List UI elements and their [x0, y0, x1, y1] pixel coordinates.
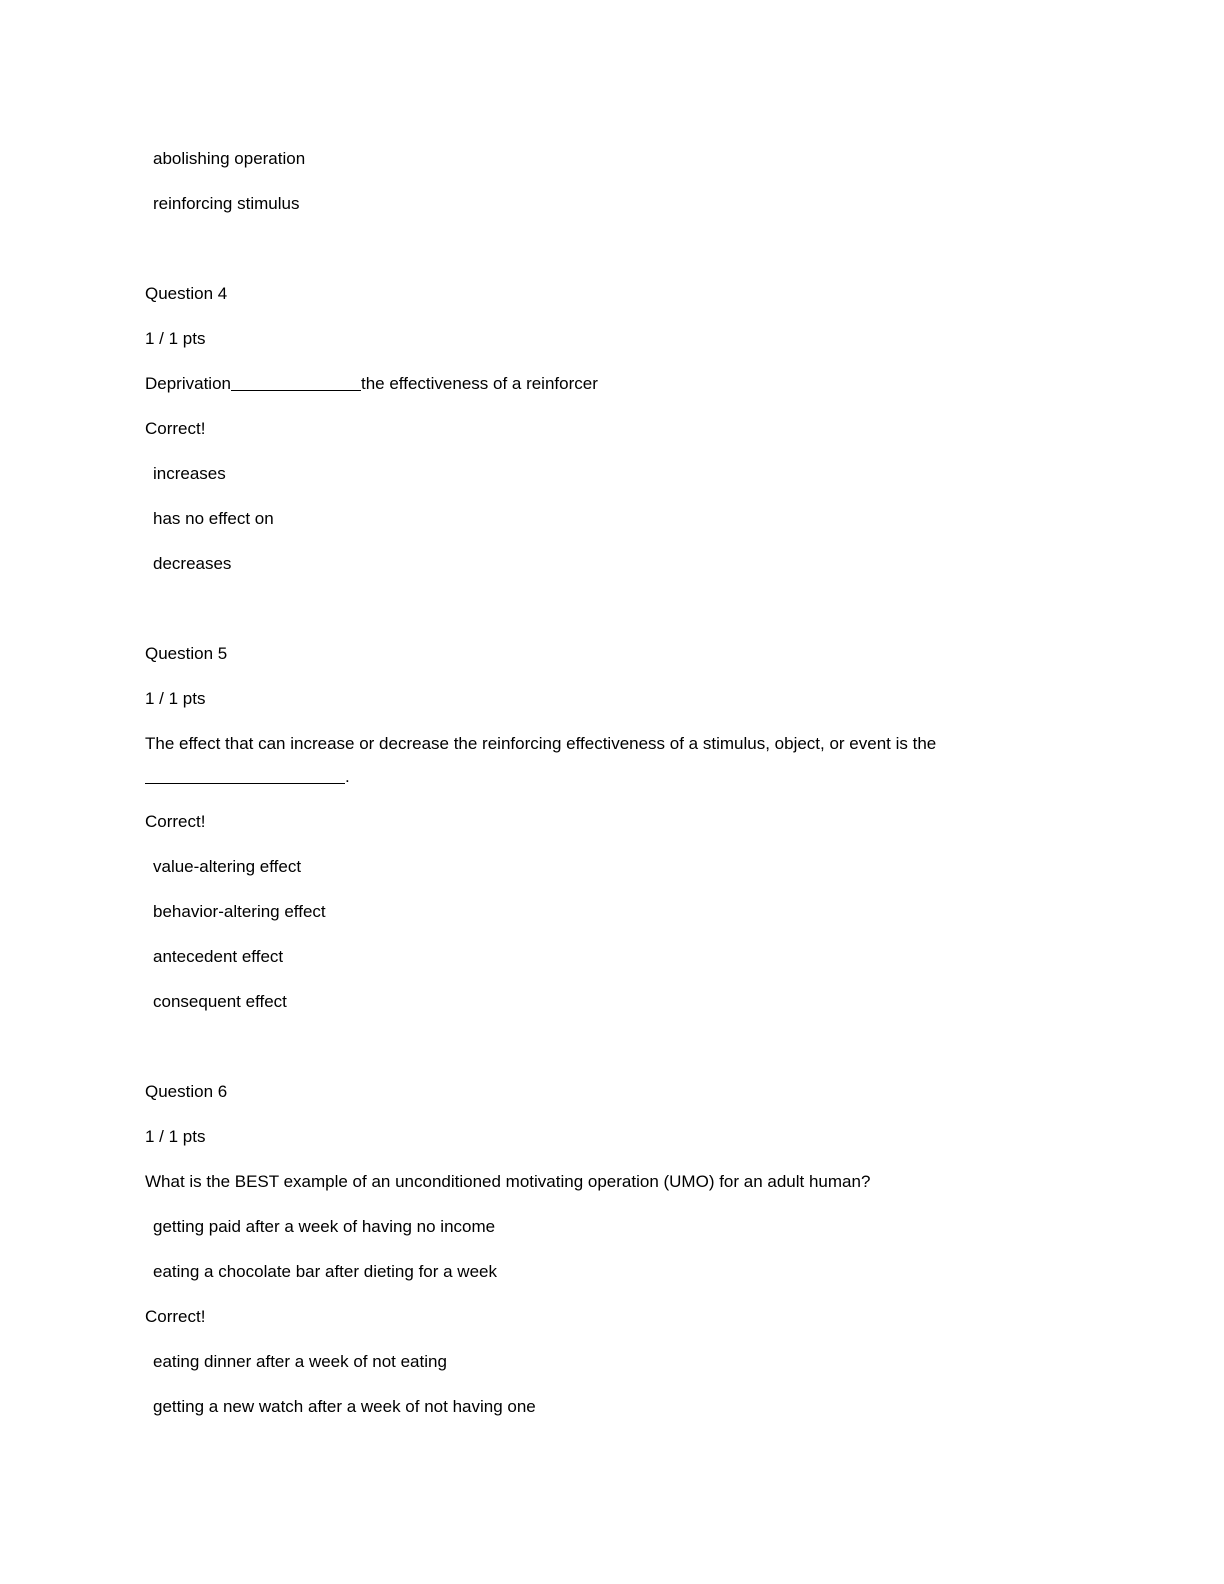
- answer-option: behavior-altering effect: [153, 902, 326, 921]
- answer-option: decreases: [153, 554, 232, 573]
- stem-text: Deprivation: [145, 374, 231, 393]
- answer-option: antecedent effect: [153, 947, 284, 966]
- fill-in-blank: [145, 770, 345, 784]
- answer-option: getting paid after a week of having no income: [153, 1217, 496, 1236]
- question-block-4: [145, 238, 1104, 574]
- answer-option: abolishing operation: [153, 149, 306, 168]
- answer-option: increases: [153, 464, 226, 483]
- question-title: Question 6: [145, 1082, 228, 1101]
- question-points: 1 / 1 pts: [145, 689, 206, 708]
- stem-text: The effect that can increase or decrease the reinforcing effectiveness of a stimulus, object, or event is the: [145, 734, 937, 753]
- question-stem: What is the BEST example of an unconditioned motivating operation (UMO) for an adult human?: [145, 1172, 871, 1191]
- stem-text: the effectiveness of a reinforcer: [361, 374, 598, 393]
- question-stem: [145, 373, 1104, 394]
- fill-in-blank: [231, 377, 361, 391]
- answer-option: consequent effect: [153, 992, 287, 1011]
- question-points: 1 / 1 pts: [145, 1127, 206, 1146]
- correct-label: Correct!: [145, 1307, 206, 1326]
- question-stem: [145, 727, 1104, 793]
- correct-label: Correct!: [145, 812, 206, 831]
- question-block-5: [145, 598, 1104, 1012]
- question-title: Question 5: [145, 644, 228, 663]
- answer-option: getting a new watch after a week of not having one: [153, 1397, 536, 1416]
- answer-option: has no effect on: [153, 509, 274, 528]
- question-points: 1 / 1 pts: [145, 329, 206, 348]
- answer-option: reinforcing stimulus: [153, 194, 300, 213]
- answer-option: value-altering effect: [153, 857, 302, 876]
- question-title: Question 4: [145, 284, 228, 303]
- answer-option: eating dinner after a week of not eating: [153, 1352, 447, 1371]
- correct-label: Correct!: [145, 419, 206, 438]
- answer-option: eating a chocolate bar after dieting for a week: [153, 1262, 497, 1281]
- question-block-6: [145, 1036, 1104, 1417]
- stem-text: .: [345, 767, 350, 786]
